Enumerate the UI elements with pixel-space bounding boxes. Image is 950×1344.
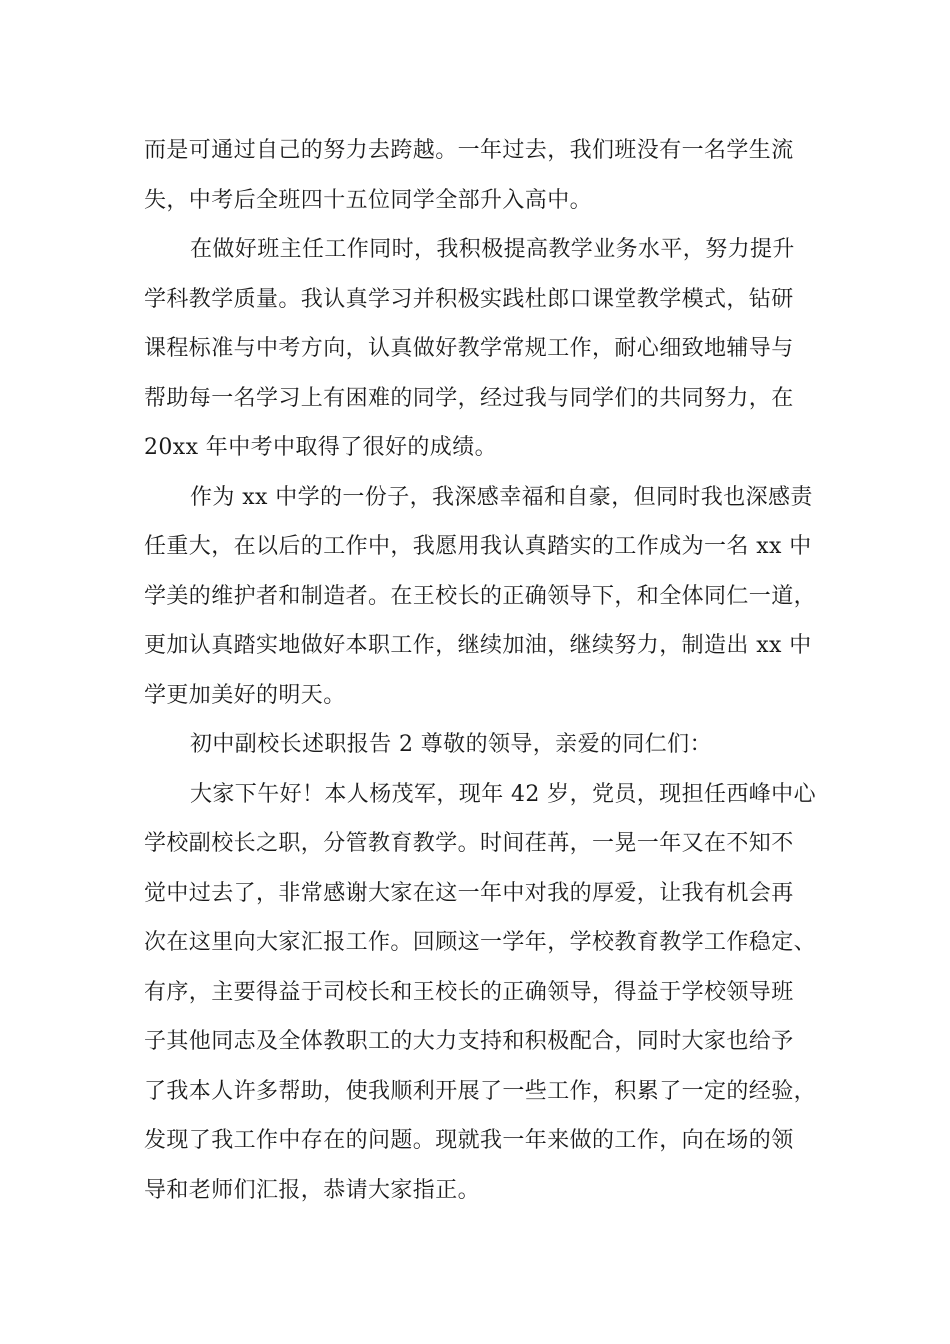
document-body [144, 126, 824, 1215]
paragraph-line: 课程标准与中考方向，认真做好教学常规工作，耐心细致地辅导与 [144, 336, 794, 361]
paragraph-line: 子其他同志及全体教职工的大力支持和积极配合，同时大家也给予 [144, 1029, 794, 1054]
section-heading [144, 720, 824, 770]
paragraph-line: 了我本人许多帮助，使我顺利开展了一些工作，积累了一定的经验， [144, 1078, 817, 1104]
paragraph-line: 更加认真踏实地做好本职工作，继续加油，继续努力，制造出 xx 中 [144, 633, 812, 658]
paragraph-5 [144, 770, 824, 1216]
paragraph-line: 学科教学质量。我认真学习并积极实践杜郎口课堂教学模式，钻研 [144, 286, 794, 312]
report-title-line: 初中副校长述职报告 2 尊敬的领导，亲爱的同仁们： [190, 732, 712, 757]
paragraph-line: 在做好班主任工作同时，我积极提高教学业务水平，努力提升 [190, 237, 795, 262]
paragraph-line: 作为 xx 中学的一份子，我深感幸福和自豪，但同时我也深感责 [190, 484, 813, 510]
paragraph-line: 学校副校长之职，分管教育教学。时间荏苒，一晃一年又在不知不 [144, 831, 794, 856]
paragraph-line: 觉中过去了，非常感谢大家在这一年中对我的厚爱，让我有机会再 [144, 880, 794, 906]
paragraph-line: 帮助每一名学习上有困难的同学，经过我与同学们的共同努力，在 [144, 385, 794, 411]
paragraph-line: 而是可通过自己的努力去跨越。一年过去，我们班没有一名学生流 [144, 138, 794, 163]
paragraph-line: 大家下午好！本人杨茂军，现年 42 岁，党员，现担任西峰中心 [190, 781, 816, 807]
paragraph-line: 发现了我工作中存在的问题。现就我一年来做的工作，向在场的领 [144, 1128, 794, 1153]
paragraph-line: 失，中考后全班四十五位同学全部升入高中。 [144, 187, 593, 213]
paragraph-line: 学美的维护者和制造者。在王校长的正确领导下，和全体同仁一道， [144, 583, 817, 609]
paragraph-line: 有序，主要得益于司校长和王校长的正确领导，得益于学校领导班 [144, 979, 794, 1005]
paragraph-line: 导和老师们汇报，恭请大家指正。 [144, 1177, 481, 1203]
paragraph-line: 任重大，在以后的工作中，我愿用我认真踏实的工作成为一名 xx 中 [144, 534, 812, 559]
paragraph-line: 学更加美好的明天。 [144, 682, 346, 708]
paragraph-1 [144, 126, 824, 225]
paragraph-line: 20xx 年中考中取得了很好的成绩。 [144, 435, 498, 460]
paragraph-line: 次在这里向大家汇报工作。回顾这一学年，学校教育教学工作稳定、 [144, 930, 817, 955]
paragraph-2 [144, 225, 824, 473]
paragraph-3 [144, 473, 824, 721]
